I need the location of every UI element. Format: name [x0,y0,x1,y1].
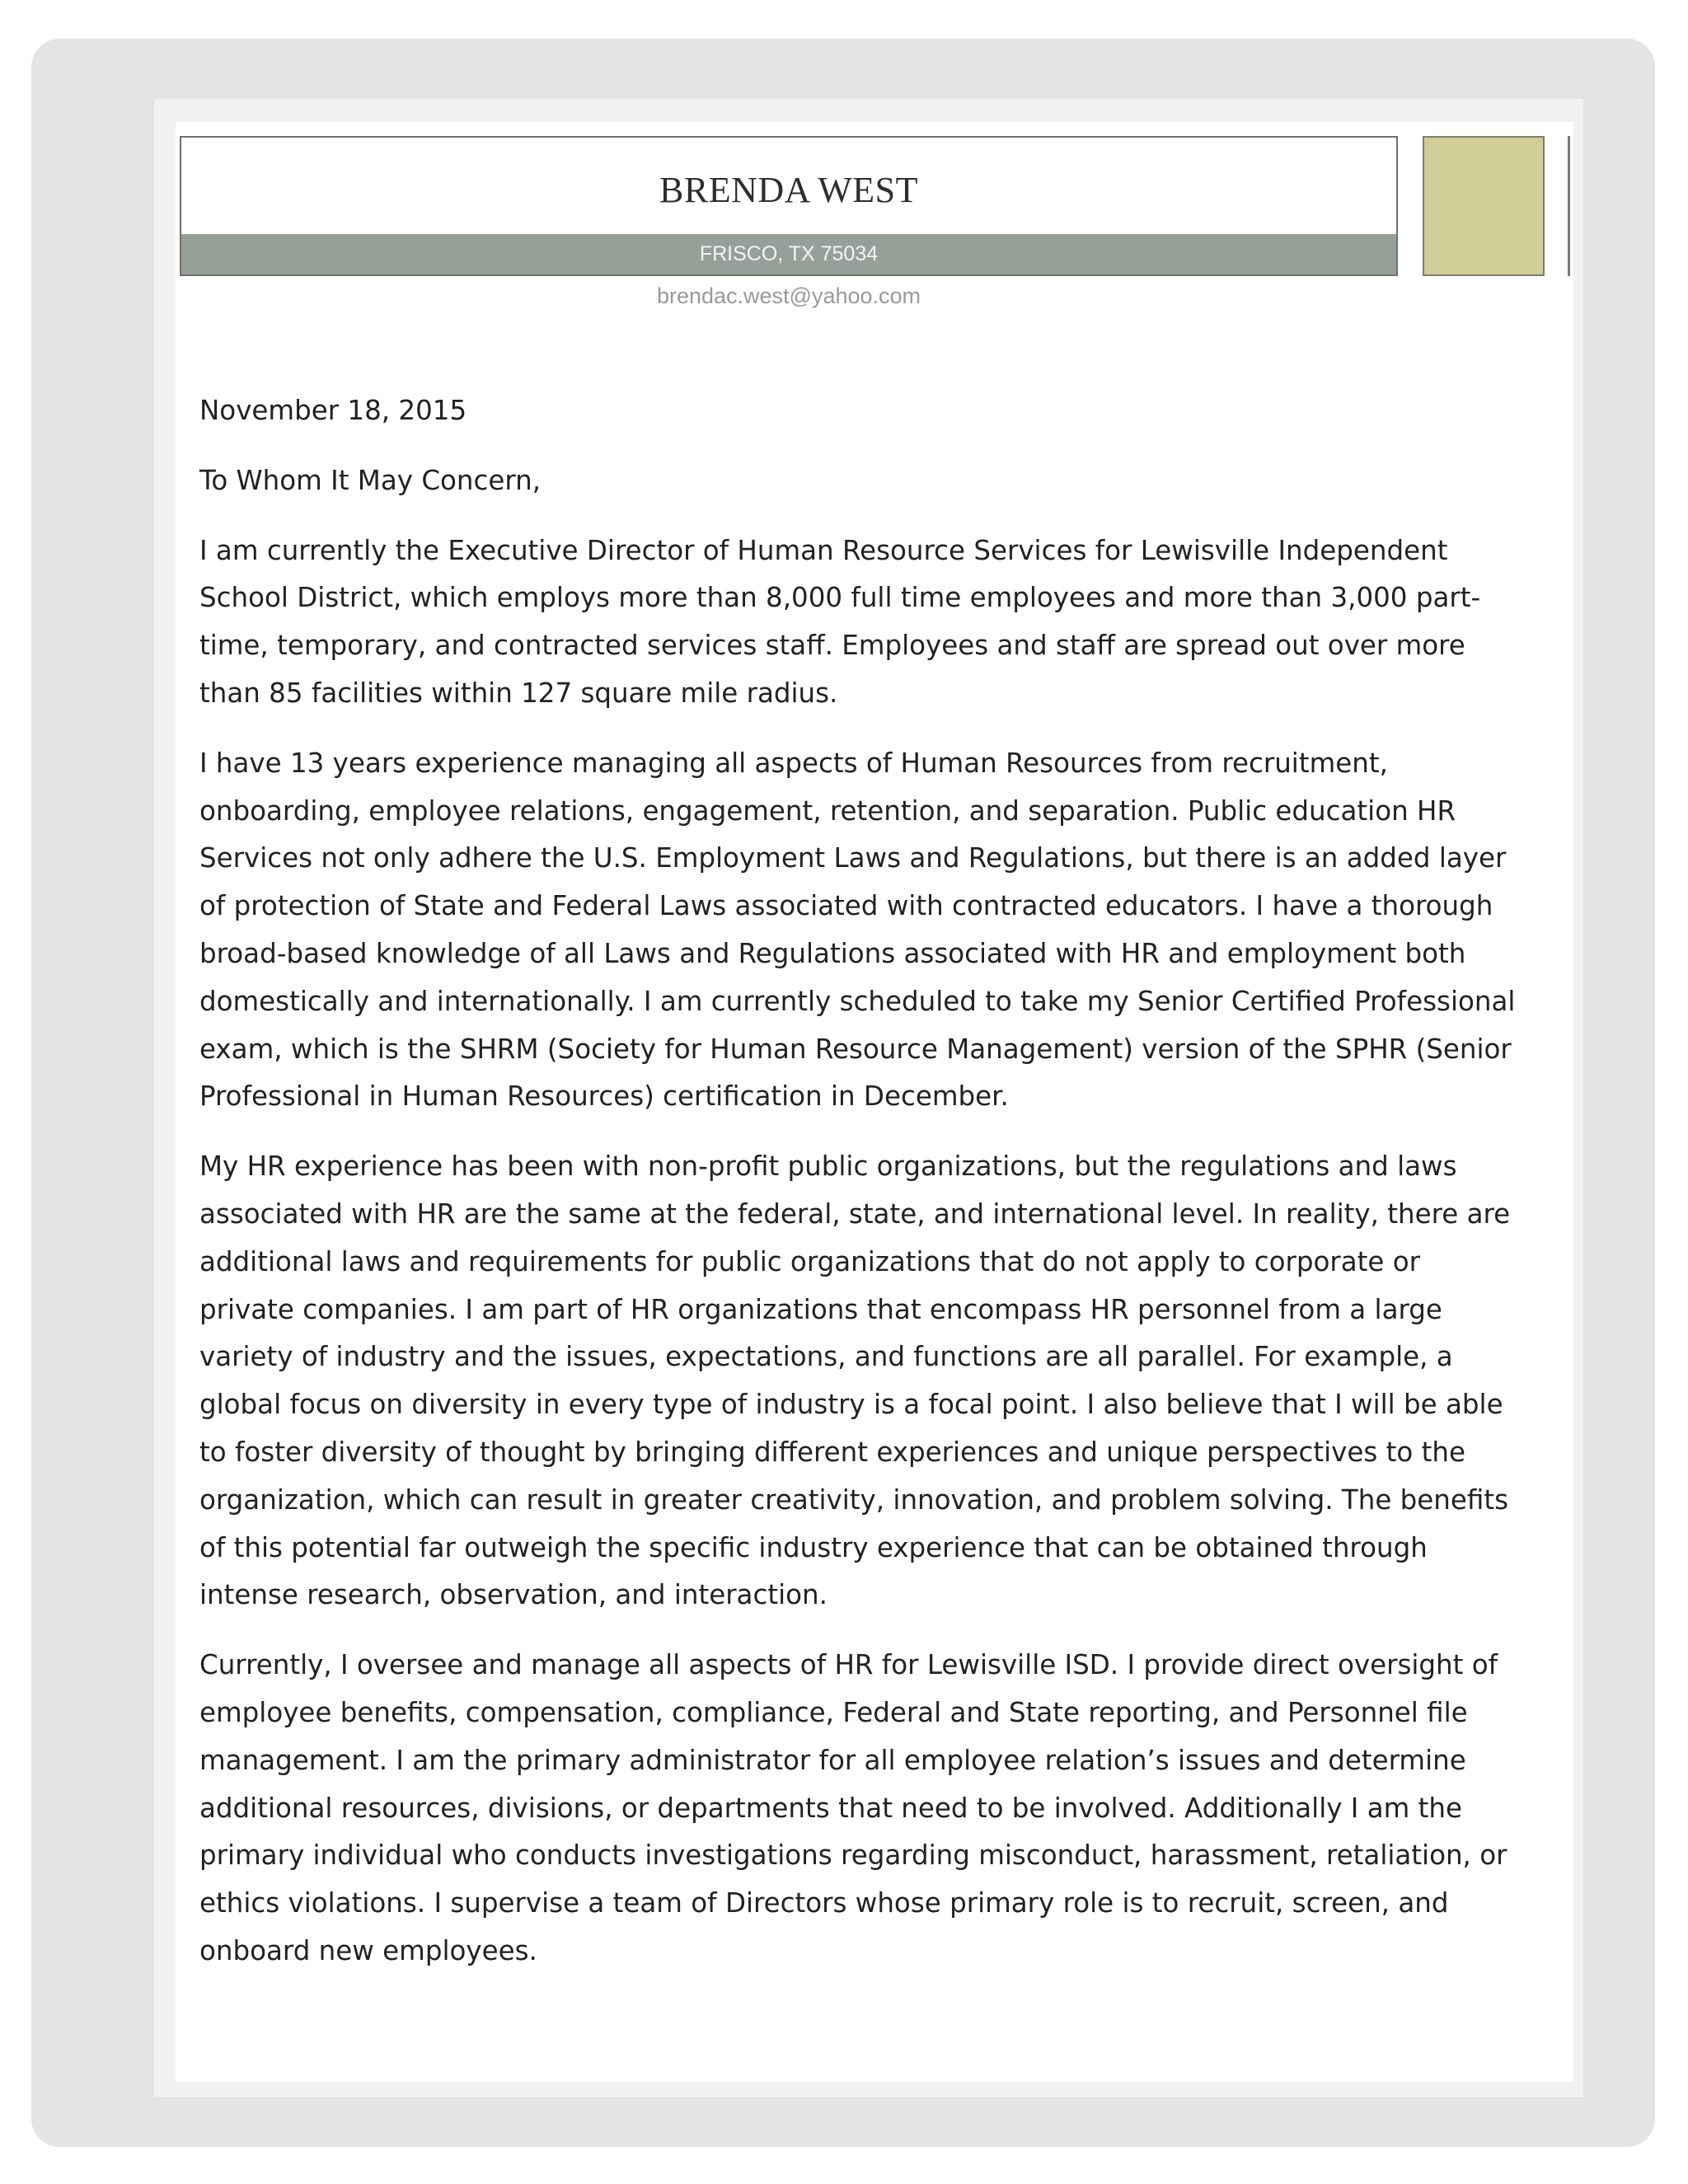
letter-body [199,387,1518,1998]
letter-paragraph: I am currently the Executive Director of Human Resource Services for Lewisville Independent School District, which employs more than 8,000 full time employees and more than 3,000 part-time, temporary, and contracted services staff. Employees and staff are spread out over more than 85 facilities within 127 square mile radius. [199,534,1481,709]
letter-paragraph: My HR experience has been with non-profit public organizations, but the regulations and laws associated with HR are the same at the federal, state, and international level. In reality, there are additional laws and requirements for public organizations that do not apply to corporate or private companies. I am part of HR organizations that encompass HR personnel from a large variety of industry and the issues, expectations, and functions are all parallel. For example, a global focus on diversity in every type of industry is a focal point. I also believe that I will be able to foster diversity of thought by bringing different experiences and unique perspectives to the organization, which can result in greater creativity, innovation, and problem solving. The benefits of this potential far outweigh the specific industry experience that can be obtained through intense research, observation, and interaction. [199,1151,1511,1611]
sender-name: BRENDA WEST [659,170,918,210]
letter-date: November 18, 2015 [199,395,467,426]
letter-paragraph: Currently, I oversee and manage all aspects of HR for Lewisville ISD. I provide direct oversight of employee benefits, compensation, compliance, Federal and State reporting, and Personnel file management. I am the primary administrator for all employee relation’s issues and determine additional resources, divisions, or departments that need to be involved. Additionally I am the primary individual who conducts investigations regarding misconduct, harassment, retaliation, or ethics violations. I supervise a team of Directors whose primary role is to recruit, screen, and onboard new employees. [199,1649,1507,1966]
letterhead [180,136,1398,276]
letter-paragraph: I have 13 years experience managing all aspects of Human Resources from recruitment, onboarding, employee relations, engagement, retention, and separation. Public education HR Services not only adhere the U.S. Employment Laws and Regulations, but there is an added layer of protection of State and Federal Laws associated with contracted educators. I have a thorough broad-based knowledge of all Laws and Regulations associated with HR and employment both domestically and internationally. I am currently scheduled to take my Senior Certified Professional exam, which is the SHRM (Society for Human Resource Management) version of the SPHR (Senior Professional in Human Resources) certification in December. [199,747,1516,1113]
sender-address: FRISCO, TX 75034 [181,234,1396,274]
accent-line [1568,136,1570,276]
accent-square [1423,136,1545,276]
letter-salutation: To Whom It May Concern, [199,464,542,496]
sender-email: brendac.west@yahoo.com [656,284,921,308]
